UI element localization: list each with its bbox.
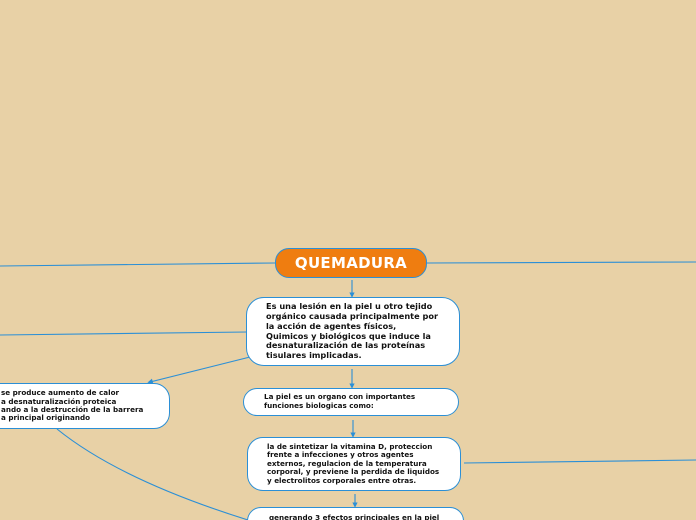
connector-definition-heat [150,357,250,382]
connector-definition-left [0,332,247,335]
connector-root-left [0,263,275,266]
topic-effects[interactable] [247,507,464,520]
connector-functions-right [464,460,696,463]
topic-definition[interactable] [246,297,460,366]
central-topic-label: QUEMADURA [294,254,408,272]
connector-heat-effects [57,429,248,520]
central-topic[interactable] [275,248,427,278]
topic-heat-increase[interactable] [0,383,170,429]
topic-heat-increase-text: se produce aumento de calor a desnaturalización proteica ando a la destrucción de la barrera a principal originando [1,388,144,423]
connector-root-right [427,262,696,263]
topic-functions[interactable] [247,437,461,491]
topic-skin-organ-text: La piel es un organo con importantes funciones biologicas como: [264,392,416,410]
topic-skin-organ[interactable] [243,388,459,416]
topic-effects-text: generando 3 efectos principales en la piel [269,513,440,520]
topic-definition-text: Es una lesión en la piel u otro tejido orgánico causada principalmente por la acción de agentes físicos, Quimicos y biológicos que induce la desnaturalización de las proteínas tisulares implicadas. [266,301,438,361]
topic-functions-text: la de sintetizar la vitamina D, proteccion frente a infecciones y otros agentes externos, regulacion de la temperatura corporal, y previene la perdida de liquidos y electrolitos corporales entre otras. [267,441,440,485]
